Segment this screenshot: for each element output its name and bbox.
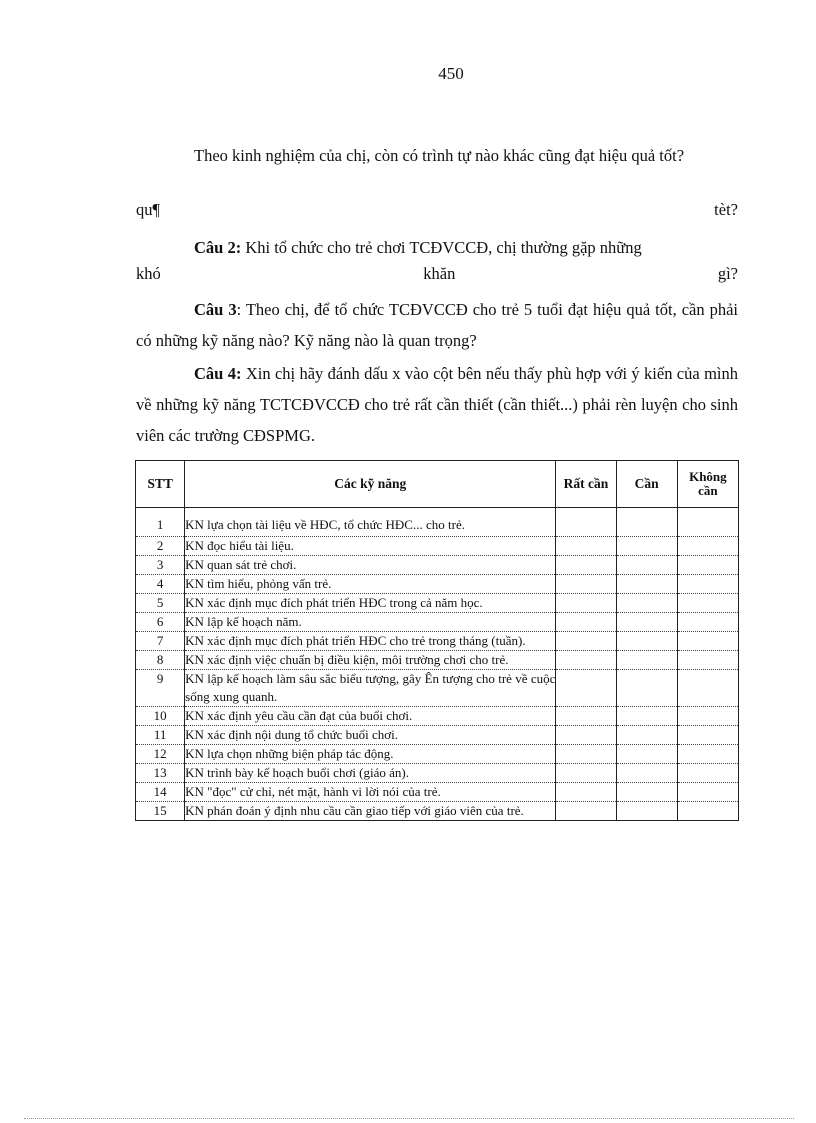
header-rat-can: Rất cần — [556, 461, 616, 508]
table-row — [136, 613, 739, 632]
row-skill: KN xác định mục đích phát triển HĐC cho trẻ trong tháng (tuần). — [185, 632, 556, 651]
cell-khong-can[interactable] — [677, 651, 738, 670]
cell-can[interactable] — [616, 707, 677, 726]
table-row — [136, 508, 739, 537]
cell-rat-can[interactable] — [556, 632, 616, 651]
row-skill: KN trình bày kế hoạch buổi chơi (giáo án). — [185, 764, 556, 783]
header-can: Cần — [616, 461, 677, 508]
page-bottom-rule — [24, 1118, 794, 1119]
row-stt: 14 — [136, 783, 185, 802]
q2-word-right: gì? — [717, 264, 738, 283]
row-skill: KN tìm hiểu, phỏng vấn trẻ. — [185, 575, 556, 594]
cell-can[interactable] — [616, 745, 677, 764]
paragraph-experience: Theo kinh nghiệm của chị, còn có trình tự nào khác cũng đạt hiệu quả tốt? — [194, 146, 685, 165]
question-4-text: Xin chị hãy đánh dấu x vào cột bên nếu thấy phù hợp với ý kiến của mình về những kỹ năng TCTCĐVCCĐ cho trẻ rất cần thiết (cần thiết...) phải rèn luyện cho sinh viên các trường CĐSPMG. — [136, 364, 738, 445]
skills-survey-table — [135, 460, 739, 821]
row-skill: KN "đọc" cử chỉ, nét mặt, hành vi lời nói của trẻ. — [185, 783, 556, 802]
cell-rat-can[interactable] — [556, 613, 616, 632]
table-row — [136, 745, 739, 764]
cell-khong-can[interactable] — [677, 745, 738, 764]
cell-can[interactable] — [616, 802, 677, 821]
cell-can[interactable] — [616, 632, 677, 651]
tail-right: tèt? — [714, 200, 738, 219]
table-row — [136, 594, 739, 613]
row-stt: 11 — [136, 726, 185, 745]
table-row — [136, 764, 739, 783]
q2-word-left: khó — [136, 264, 161, 283]
cell-rat-can[interactable] — [556, 745, 616, 764]
cell-khong-can[interactable] — [677, 764, 738, 783]
cell-khong-can[interactable] — [677, 670, 738, 707]
question-2-label: Câu 2: — [194, 238, 242, 257]
cell-can[interactable] — [616, 575, 677, 594]
table-row — [136, 651, 739, 670]
row-skill: KN đọc hiểu tài liệu. — [185, 537, 556, 556]
page-number: 450 — [438, 64, 464, 83]
header-khong-can-line1: Không — [689, 469, 727, 484]
row-stt: 5 — [136, 594, 185, 613]
cell-can[interactable] — [616, 537, 677, 556]
row-skill: KN lập kế hoạch năm. — [185, 613, 556, 632]
row-skill: KN xác định mục đích phát triển HĐC trong cả năm học. — [185, 594, 556, 613]
question-2-text: Khi tổ chức cho trẻ chơi TCĐVCCĐ, chị thường gặp những — [241, 238, 642, 257]
row-stt: 10 — [136, 707, 185, 726]
question-3-text: : Theo chị, để tổ chức TCĐVCCĐ cho trẻ 5 tuổi đạt hiệu quả tốt, cần phải có những kỹ năng nào? Kỹ năng nào là quan trọng? — [136, 300, 738, 350]
row-skill: KN lựa chọn tài liệu về HĐC, tổ chức HĐC... cho trẻ. — [185, 508, 556, 537]
cell-khong-can[interactable] — [677, 556, 738, 575]
row-skill: KN lựa chọn những biện pháp tác động. — [185, 745, 556, 764]
row-stt: 2 — [136, 537, 185, 556]
row-skill: KN phán đoán ý định nhu cầu cần giao tiếp với giáo viên của trẻ. — [185, 802, 556, 821]
cell-khong-can[interactable] — [677, 613, 738, 632]
row-stt: 9 — [136, 670, 185, 707]
cell-can[interactable] — [616, 651, 677, 670]
question-4 — [136, 358, 738, 451]
cell-khong-can[interactable] — [677, 508, 738, 537]
row-stt: 4 — [136, 575, 185, 594]
question-3-label: Câu 3 — [194, 300, 237, 319]
cell-khong-can[interactable] — [677, 726, 738, 745]
header-khong-can — [677, 461, 738, 508]
question-2 — [136, 232, 738, 263]
cell-rat-can[interactable] — [556, 651, 616, 670]
cell-rat-can[interactable] — [556, 670, 616, 707]
row-skill: KN xác định việc chuẩn bị điều kiện, môi trường chơi cho trẻ. — [185, 651, 556, 670]
header-stt: STT — [136, 461, 185, 508]
row-skill: KN xác định yêu cầu cần đạt của buổi chơi. — [185, 707, 556, 726]
row-skill: KN xác định nội dung tổ chức buổi chơi. — [185, 726, 556, 745]
cell-can[interactable] — [616, 613, 677, 632]
question-4-label: Câu 4: — [194, 364, 242, 383]
cell-can[interactable] — [616, 726, 677, 745]
cell-can[interactable] — [616, 508, 677, 537]
paragraph-tail — [136, 200, 738, 220]
row-stt: 13 — [136, 764, 185, 783]
row-stt: 8 — [136, 651, 185, 670]
table-row — [136, 537, 739, 556]
cell-khong-can[interactable] — [677, 594, 738, 613]
cell-rat-can[interactable] — [556, 556, 616, 575]
table-row — [136, 575, 739, 594]
cell-khong-can[interactable] — [677, 537, 738, 556]
cell-rat-can[interactable] — [556, 802, 616, 821]
header-skill: Các kỹ năng — [185, 461, 556, 508]
header-khong-can-line2: cần — [698, 483, 718, 498]
table-header-row — [136, 461, 739, 508]
cell-can[interactable] — [616, 670, 677, 707]
cell-khong-can[interactable] — [677, 575, 738, 594]
cell-khong-can[interactable] — [677, 632, 738, 651]
cell-rat-can[interactable] — [556, 594, 616, 613]
q2-word-mid: khăn — [423, 264, 456, 283]
cell-rat-can[interactable] — [556, 783, 616, 802]
cell-rat-can[interactable] — [556, 575, 616, 594]
tail-left: qu¶ — [136, 200, 160, 219]
table-row — [136, 783, 739, 802]
table-row — [136, 632, 739, 651]
row-stt: 6 — [136, 613, 185, 632]
cell-rat-can[interactable] — [556, 508, 616, 537]
cell-can[interactable] — [616, 783, 677, 802]
table-row — [136, 707, 739, 726]
cell-can[interactable] — [616, 556, 677, 575]
table-row — [136, 802, 739, 821]
row-stt: 12 — [136, 745, 185, 764]
row-stt: 15 — [136, 802, 185, 821]
row-skill: KN lập kế hoạch làm sâu sắc biểu tượng, gây Ên tượng cho trẻ về cuộc sống xung quanh. — [185, 670, 556, 707]
table-row — [136, 670, 739, 707]
cell-rat-can[interactable] — [556, 726, 616, 745]
cell-rat-can[interactable] — [556, 707, 616, 726]
cell-khong-can[interactable] — [677, 802, 738, 821]
table-row — [136, 726, 739, 745]
cell-khong-can[interactable] — [677, 783, 738, 802]
question-2-line2 — [136, 264, 738, 284]
cell-can[interactable] — [616, 594, 677, 613]
cell-rat-can[interactable] — [556, 537, 616, 556]
row-stt: 7 — [136, 632, 185, 651]
row-stt: 1 — [136, 508, 185, 537]
cell-rat-can[interactable] — [556, 764, 616, 783]
cell-can[interactable] — [616, 764, 677, 783]
cell-khong-can[interactable] — [677, 707, 738, 726]
row-stt: 3 — [136, 556, 185, 575]
question-3 — [136, 294, 738, 356]
table-row — [136, 556, 739, 575]
row-skill: KN quan sát trẻ chơi. — [185, 556, 556, 575]
